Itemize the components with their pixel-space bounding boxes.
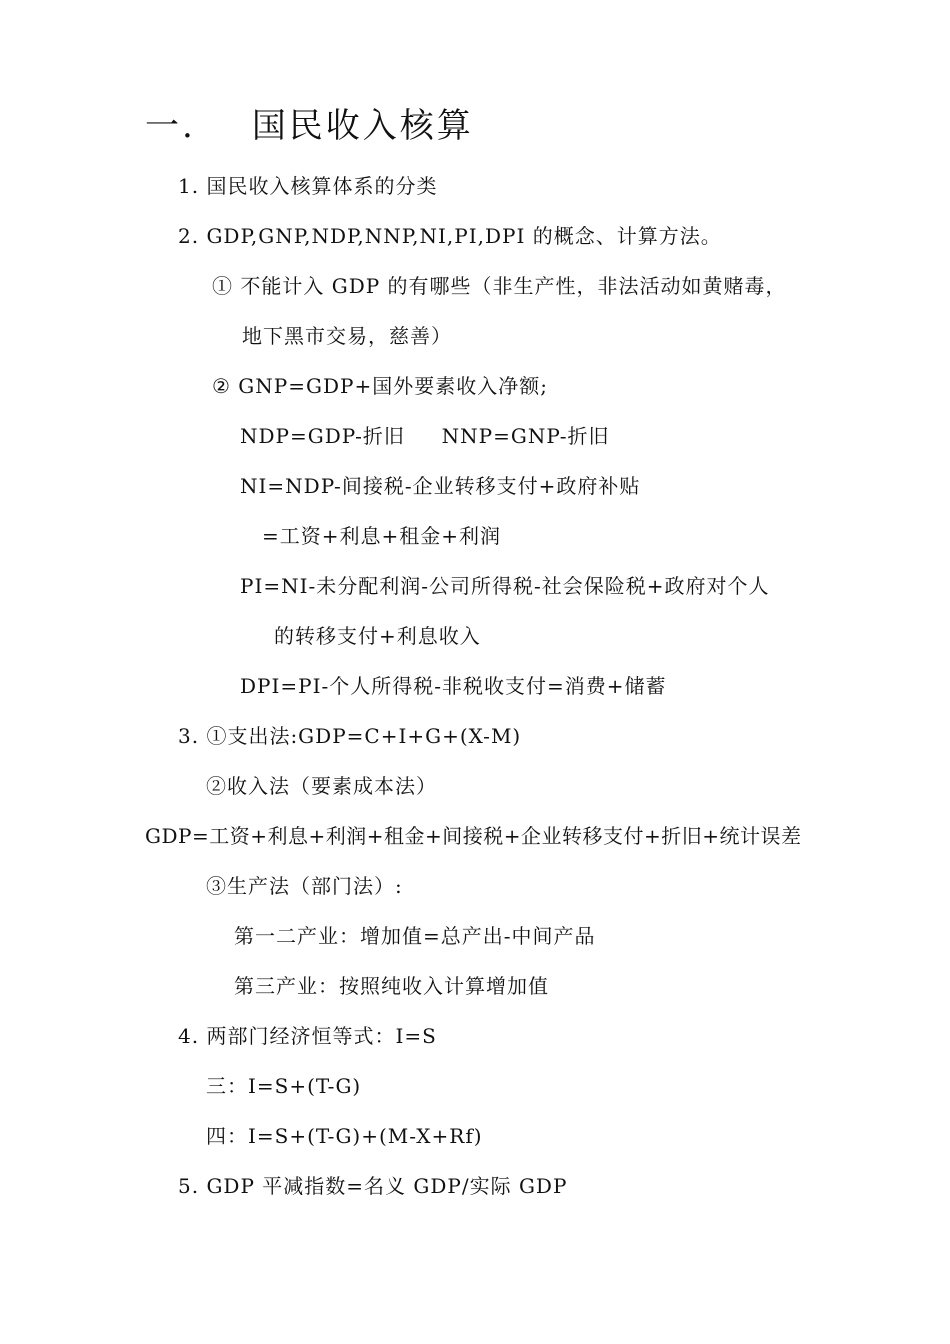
item-4-three-sector: 三：I=S+(T-G) (206, 1074, 362, 1098)
item-3-production-method: ③生产法（部门法）: (206, 874, 403, 898)
item-2-sub-1: ① 不能计入 GDP 的有哪些（非生产性，非法活动如黄赌毒， (212, 274, 787, 298)
item-4-two-sector: 4. 两部门经济恒等式：I=S (178, 1024, 437, 1048)
item-3-income-method: ②收入法（要素成本法） (206, 774, 437, 798)
section-number: 一. (145, 106, 196, 146)
formula-gdp-income: GDP=工资+利息+利润+租金+间接税+企业转移支付+折旧+统计误差 (145, 824, 802, 848)
item-4-four-sector: 四：I=S+(T-G)+(M-X+Rf) (206, 1124, 483, 1148)
formula-ni: NI=NDP-间接税-企业转移支付+政府补贴 (240, 474, 641, 498)
formula-ni-income: =工资+利息+租金+利润 (262, 524, 502, 548)
production-tertiary: 第三产业：按照纯收入计算增加值 (234, 974, 549, 998)
item-2-concepts: 2. GDP,GNP,NDP,NNP,NI,PI,DPI 的概念、计算方法。 (178, 224, 722, 248)
formula-dpi: DPI=PI-个人所得税-非税收支付=消费+储蓄 (240, 674, 667, 698)
formula-ndp-nnp: NDP=GDP-折旧 NNP=GNP-折旧 (240, 424, 610, 448)
section-title-text: 国民收入核算 (251, 106, 474, 146)
formula-pi: PI=NI-未分配利润-公司所得税-社会保险税+政府对个人 (240, 574, 770, 598)
item-5-deflator: 5. GDP 平减指数=名义 GDP/实际 GDP (178, 1174, 568, 1198)
item-2-sub-2: ② GNP=GDP+国外要素收入净额; (212, 374, 548, 398)
item-3-expenditure: 3. ①支出法:GDP=C+I+G+(X-M) (178, 724, 522, 748)
section-title (145, 104, 474, 148)
item-2-sub-1-cont: 地下黑市交易，慈善） (242, 324, 452, 348)
production-primary-secondary: 第一二产业：增加值=总产出-中间产品 (234, 924, 596, 948)
item-1-classification: 1. 国民收入核算体系的分类 (178, 174, 438, 198)
formula-pi-cont: 的转移支付+利息收入 (274, 624, 481, 648)
